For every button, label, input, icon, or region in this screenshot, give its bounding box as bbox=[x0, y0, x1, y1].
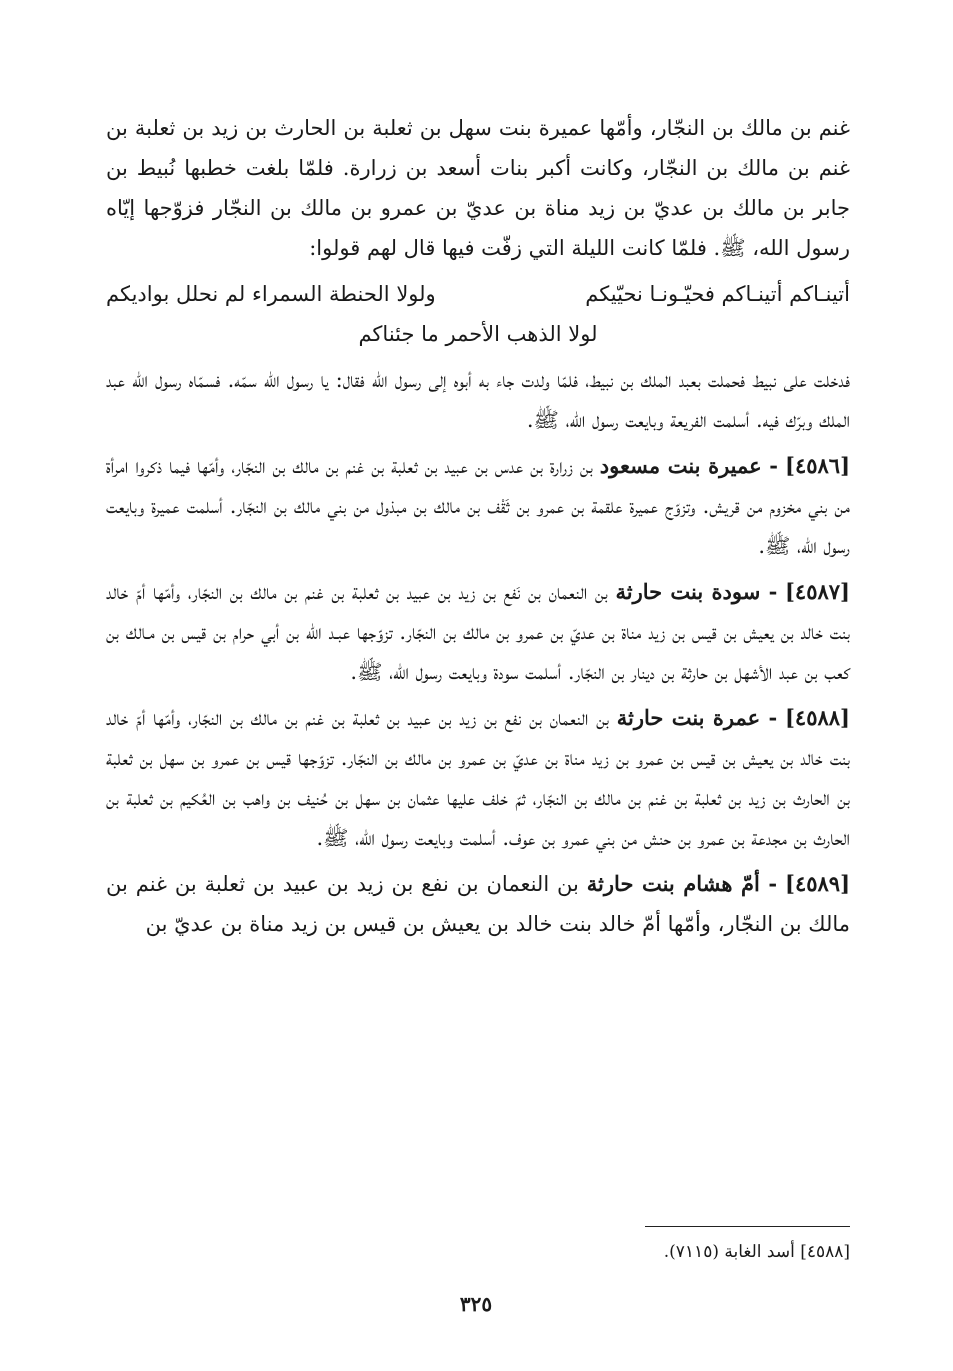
entry-text: بن النعمان بن نفع بن زيد بن عبيد بن ثعلبة بن غنم بن مالك بن النجّار، وأمّها أمّ خالد بنت خالد بن يعيش بن قيس بن عمرو بن زيد مناة بن عديّ بن عمرو بن مالك بن النجّار. تزوّجها قيس بن عمرو بن سهل بن ثعلبة بن الحارث بن زيد بن ثعلبة بن غنم بن مالك بن النجّار، ثمّ خلف عليها عثمان بن سهل بن حُنيف بن واهب بن العُكيم بن ثعلبة بن الحارث بن مجدعة بن عمرو بن حنش من بني عمرو بن عوف. أسلمت وبايعت رسول الله، ﷺ. bbox=[106, 706, 850, 850]
entry-number: [٤٥٨٦] bbox=[785, 453, 850, 478]
poem bbox=[106, 274, 850, 354]
entry-4588 bbox=[106, 698, 850, 858]
entry-number: [٤٥٨٧] bbox=[784, 579, 850, 604]
entry-text: بن زرارة بن عدس بن عبيد بن ثعلبة بن غنم بن مالك بن النجّار، وأمّها فيما ذكروا امرأة من بني مخزوم من قريش. وتزوّج عميرة علقمة بن عمرو بن ثَقْف بن مالك بن مبذول من بني مالك بن النجّار. أسلمت عميرة وبايعت رسول الله، ﷺ. bbox=[106, 454, 850, 558]
entry-name: - عميرة بنت مسعود bbox=[599, 453, 779, 478]
footnote-divider bbox=[645, 1226, 850, 1227]
entry-text: بن النعمان بن نَفع بن زيد بن عبيد بن ثعلبة بن غنم بن مالك بن النجّار، وأمّها أمّ خالد بنت خالد بن يعيش بن قيس بن زيد مناة بن عديّ بن عمرو بن مالك بن النجّار. تزوّجها عبـد الله بن أبي حرام بن قيس بن مـالك بن كعب بن عبد الأشهل بن حارثة بن دينار بن النجّار. أسلمت سودة وبايعت رسول الله، ﷺ. bbox=[106, 580, 850, 684]
entry-4589 bbox=[106, 864, 850, 944]
poem-verse-2: لولا الذهب الأحمر ما جئناكم bbox=[358, 322, 598, 346]
entry-number: [٤٥٨٩] bbox=[785, 871, 851, 896]
poem-verse-1 bbox=[106, 274, 850, 314]
entry-name: - عمرة بنت حارثة bbox=[616, 705, 778, 730]
entry-4587 bbox=[106, 572, 850, 692]
entry-name: - سودة بنت حارثة bbox=[615, 579, 778, 604]
intro-paragraph: غنم بن مالك بن النجّار، وأمّها عميرة بنت سهل بن ثعلبة بن الحارث بن زيد بن ثعلبة بن غنم بن مالك بن النجّار، وكانت أكبر بنات أسعد بن زرارة. فلمّا بلغت خطبها نُبيط بن جابر بن مالك بن عديّ بن زيد مناة بن عديّ بن عمرو بن مالك بن النجّار فزوّجها إيّاه رسول الله، ﷺ. فلمّا كانت الليلة التي زفّت فيها قال لهم قولوا: bbox=[106, 116, 850, 260]
entry-name: - أمّ هشام بنت حارثة bbox=[586, 871, 778, 896]
poem-hemistich-left: ولولا الحنطة السمراء لم نحلل بواديكم bbox=[106, 282, 436, 306]
footnote: [٤٥٨٨] أسد الغابة (٧١١٥). bbox=[663, 1242, 850, 1262]
poem-hemistich-right: أتينـاكم أتينـاكم فحيّـونـا نحيّيكم bbox=[585, 282, 850, 306]
after-poem-paragraph: فدخلت على نبيط فحملت بعبد الملك بن نبيط، فلمّا ولدت جاء به أبوه إلى رسول الله فقال: يا رسول الله سمّه. فسمّاه رسول الله عبد الملك وبرّك فيه. أسلمت الفريعة وبايعت رسول الله، ﷺ. bbox=[106, 368, 850, 432]
entry-4586 bbox=[106, 446, 850, 566]
page-number: ٣٢٥ bbox=[459, 1292, 493, 1316]
entry-number: [٤٥٨٨] bbox=[784, 705, 850, 730]
main-text bbox=[106, 108, 850, 950]
entry-text: بن النعمان بن نفع بن زيد بن عبيد بن ثعلبة بن غنم بن مالك بن النجّار، وأمّها أمّ خالد بنت خالد بن يعيش بن قيس بن زيد مناة بن عديّ بن bbox=[106, 872, 850, 936]
